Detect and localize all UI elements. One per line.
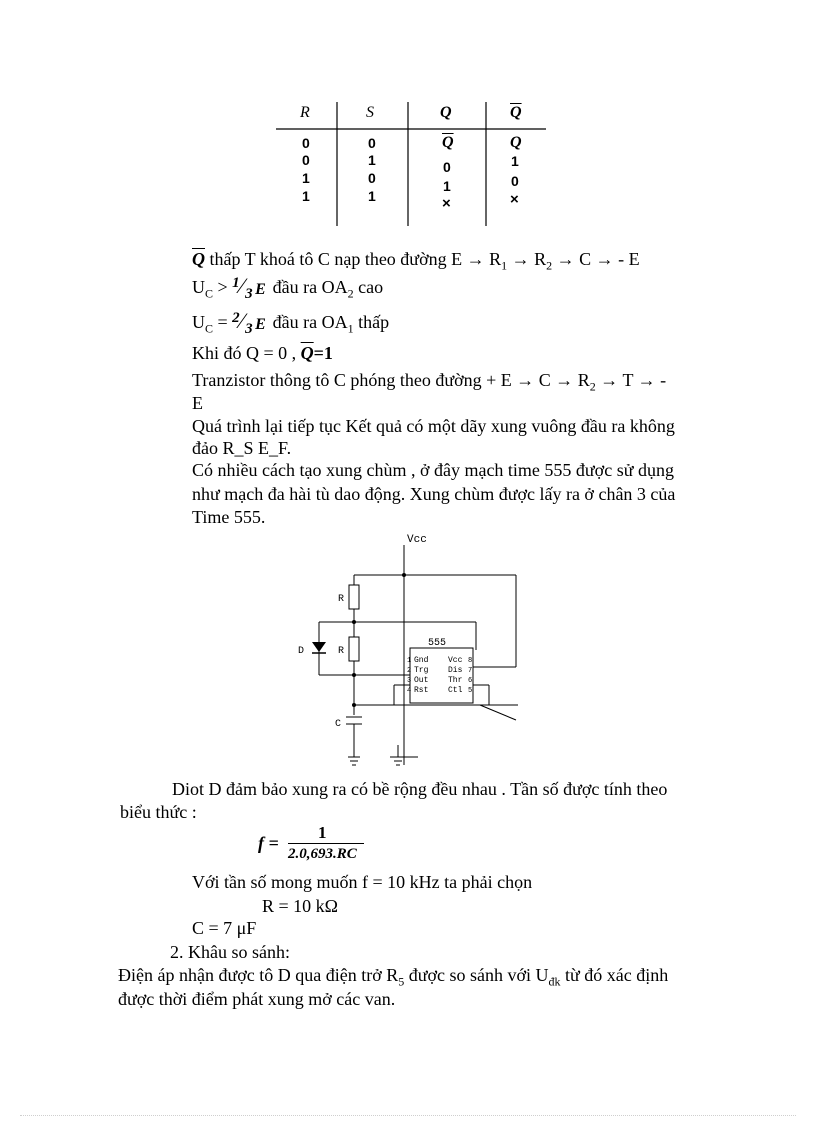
line2-post: đầu ra OA — [268, 277, 348, 297]
formula-num: 1 — [318, 823, 327, 842]
line13-end: từ đó xác định — [560, 965, 669, 985]
pin-num-7: 7 — [468, 667, 473, 675]
line1-sub1: 1 — [501, 258, 508, 273]
formula-lhs: f = — [258, 833, 279, 853]
line-dien-ap — [118, 965, 668, 990]
line13-pre: Điện áp nhận được tô D qua điện trở R — [118, 965, 399, 985]
line13-sub: 5 — [398, 974, 405, 989]
cell-q-3: 1 — [443, 178, 451, 194]
line-time555: Time 555. — [192, 507, 266, 527]
circuit-diagram — [290, 530, 540, 780]
d-label: D — [298, 646, 305, 657]
frac-den: 3 — [245, 286, 253, 302]
cell-q-2: 0 — [443, 159, 451, 175]
cell-q-4: × — [442, 195, 451, 212]
frac-num: 1 — [232, 275, 240, 291]
pin-dis: Dis — [448, 666, 463, 675]
line-khi-do — [192, 343, 333, 364]
line2-osub: 2 — [347, 286, 354, 301]
line3-osub: 1 — [347, 321, 354, 336]
cell-qbar-2: 1 — [511, 153, 519, 169]
line5-sub: 2 — [589, 379, 596, 394]
cell-qbar-1: Q — [510, 134, 522, 151]
pin-gnd: Gnd — [414, 656, 429, 665]
pin-num-4: 4 — [407, 687, 412, 695]
line-q-bar-low — [192, 249, 640, 274]
line13-mid: được so sánh với U — [404, 965, 549, 985]
line-r-value: R = 10 kΩ — [262, 896, 339, 916]
uc-label-2: U — [192, 312, 205, 332]
line4-text: Khi đó Q = 0 , — [192, 343, 301, 363]
line-co-nhieu: Có nhiều cách tạo xung chùm , ở đây mạch time 555 được sử dụng — [192, 460, 674, 480]
frac2-e: E — [255, 316, 266, 333]
cell-s-3: 0 — [368, 170, 376, 186]
cell-r-3: 1 — [302, 170, 310, 186]
line-voi-tan-so: Với tần số mong muốn f = 10 kHz ta phải chọn — [192, 872, 533, 892]
line-dao: đảo R_S E_F. — [192, 438, 292, 458]
vcc-label: Vcc — [407, 534, 427, 546]
header-q: Q — [440, 104, 452, 121]
pin-num-6: 6 — [468, 677, 473, 685]
pin-num-8: 8 — [468, 657, 473, 665]
frac2-num: 2 — [232, 310, 240, 326]
pin-rst: Rst — [414, 686, 429, 695]
line-diot: Diot D đảm bảo xung ra có bề rộng đều nhau . Tần số được tính theo — [172, 779, 668, 799]
line13-sub2: đk — [548, 974, 561, 989]
line-nhu-mach: như mạch đa hài tù dao động. Xung chùm được lấy ra ở chân 3 của — [192, 484, 676, 504]
frac2-den: 3 — [245, 321, 253, 337]
cell-r-2: 0 — [302, 152, 310, 168]
cell-s-4: 1 — [368, 188, 376, 204]
r-mid-label: R — [338, 646, 345, 657]
pin-thr: Thr — [448, 676, 463, 685]
line3-end: thấp — [353, 312, 390, 332]
cell-qbar-4: × — [510, 191, 519, 208]
pin-vcc: Vcc — [448, 656, 463, 665]
line-uc-equal — [192, 308, 390, 337]
line-bieu-thuc: biểu thức : — [120, 802, 197, 822]
line3-post: đầu ra OA — [268, 312, 348, 332]
uc-label: U — [192, 277, 205, 297]
cell-qbar-3: 0 — [511, 173, 519, 189]
op-gt: > — [213, 277, 233, 297]
header-r: R — [300, 104, 310, 121]
cell-r-1: 0 — [302, 135, 310, 151]
cell-s-2: 1 — [368, 152, 376, 168]
fraction-two-thirds: 2 ⁄ 3 E — [232, 308, 266, 337]
frac-e: E — [255, 281, 266, 298]
line5-a: Tranzistor thông tô C phóng theo đường + E → C → R — [192, 370, 590, 390]
line4-qbar: $\overline{Q}$ — [300, 343, 314, 363]
pin-num-3: 3 — [407, 677, 412, 685]
pin-ctl: Ctl — [448, 686, 463, 695]
line1-mid: → R — [507, 249, 547, 269]
line1-sub2: 2 — [546, 258, 553, 273]
line-qua-trinh: Quá trình lại tiếp tục Kết quả có một dãy xung vuông đầu ra không — [192, 416, 675, 436]
pin-num-5: 5 — [468, 687, 473, 695]
op-eq: = — [213, 312, 233, 332]
pin-out: Out — [414, 676, 429, 685]
uc-sub: C — [205, 286, 214, 301]
line-c-value: C = 7 μF — [192, 918, 257, 938]
formula-den: 2.0,693.RC — [288, 846, 357, 862]
line1-end: → C → - E — [552, 249, 640, 269]
line1-text: thấp T khoá tô C nạp theo đường E → R — [205, 249, 502, 269]
header-s: S — [366, 104, 374, 121]
cell-r-4: 1 — [302, 188, 310, 204]
uc-sub-2: C — [205, 321, 214, 336]
header-q-bar: $\overline{Q}$ — [510, 104, 522, 121]
c-label: C — [335, 719, 342, 730]
line4-eq: =1 — [313, 343, 333, 363]
line-tranzistor — [192, 370, 666, 395]
line-uc-greater — [192, 273, 384, 302]
formula-bar — [288, 843, 364, 844]
chip-555-label: 555 — [428, 638, 447, 649]
fraction-one-third: 1 ⁄ 3 E — [232, 273, 266, 302]
pin-num-2: 2 — [407, 667, 412, 675]
line-duoc-thoi-diem: được thời điểm phát xung mở các van. — [118, 989, 396, 1009]
line2-end: cao — [353, 277, 384, 297]
q-bar-symbol: $\overline{Q}$ — [192, 249, 205, 269]
line-tranzistor-cont: E — [192, 393, 203, 413]
line-khau-so-sanh: 2. Khâu so sánh: — [170, 942, 290, 962]
cell-s-1: 0 — [368, 135, 376, 151]
page-footer-rule — [20, 1115, 796, 1116]
pin-num-1: 1 — [407, 657, 412, 665]
cell-q-1: $\overline{Q}$ — [442, 134, 454, 151]
pin-trg: Trg — [414, 666, 429, 675]
r-top-label: R — [338, 594, 345, 605]
line5-b: → T → - — [595, 370, 667, 390]
